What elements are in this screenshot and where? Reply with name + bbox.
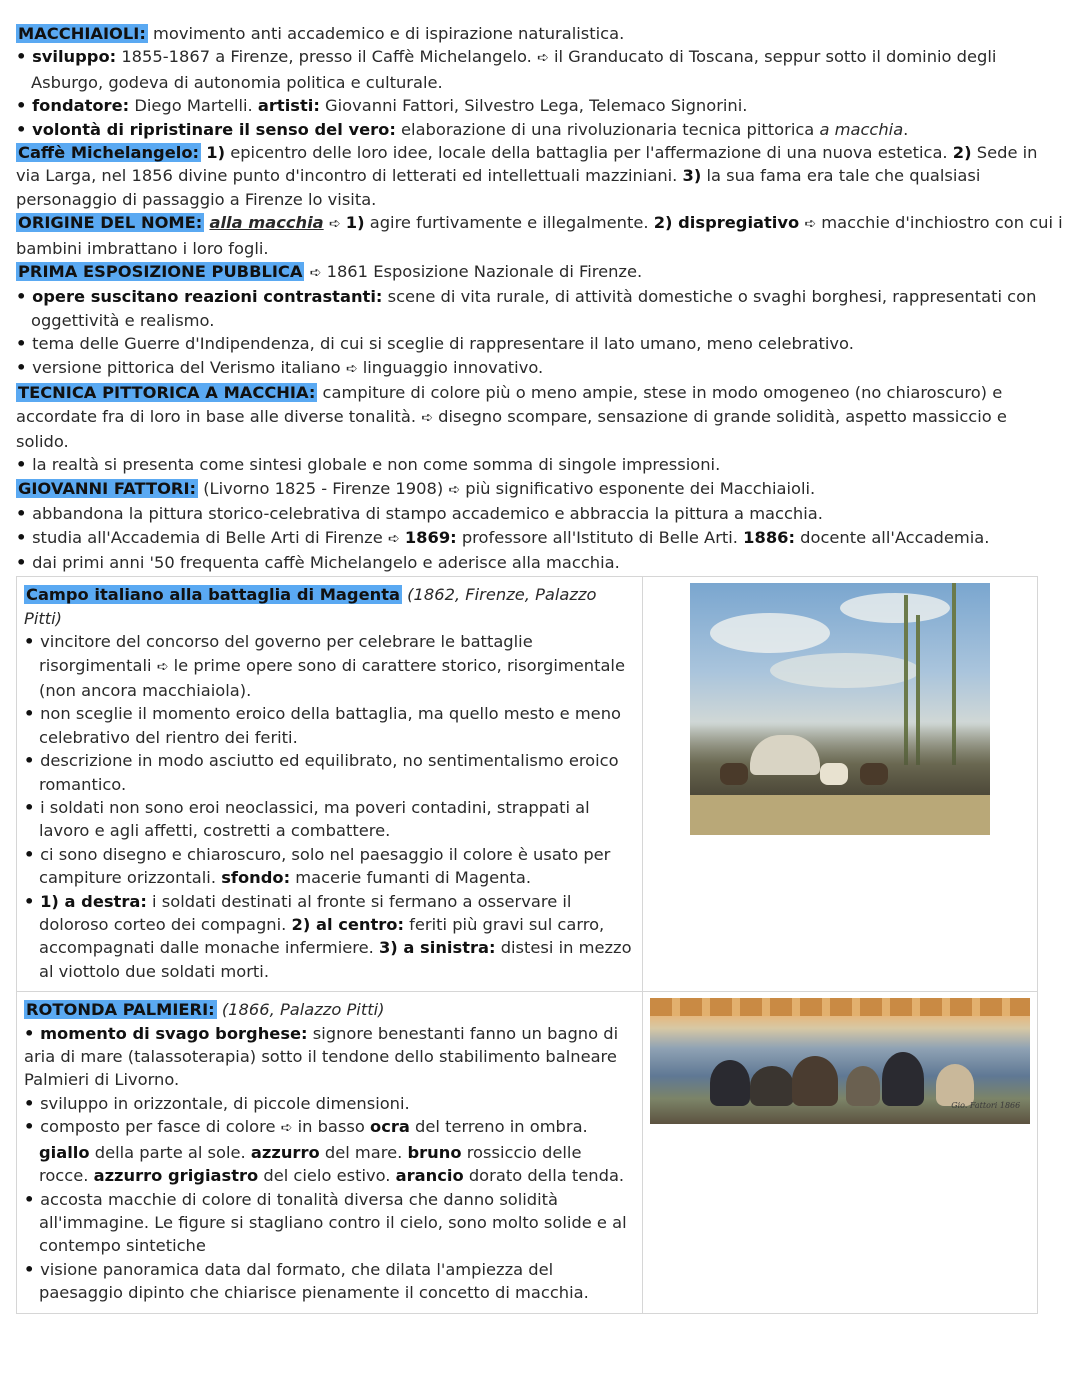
esposizione-bullet-1: • opere suscitano reazioni contrastanti: scene di vita rurale, di attività domestiche o svaghi borghesi, rappresentati con oggettività e realismo. — [16, 285, 1064, 332]
work-row-magenta — [17, 577, 1038, 992]
fondatore-bullet: • fondatore: Diego Martelli. artisti: Giovanni Fattori, Silvestro Lega, Telemaco Signorini. — [16, 94, 1064, 117]
volonta-bullet: • volontà di ripristinare il senso del vero: elaborazione di una rivoluzionaria tecnica pittorica a macchia. — [16, 118, 1064, 141]
works-table — [16, 576, 1038, 1313]
work-row-palmieri — [17, 992, 1038, 1313]
work-bullet: • descrizione in modo asciutto ed equilibrato, no sentimentalismo eroico romantico. — [24, 749, 634, 796]
caffe-title: Caffè Michelangelo: — [18, 143, 200, 163]
fattori-bullet-3: • dai primi anni '50 frequenta caffè Michelangelo e aderisce alla macchia. — [16, 551, 1064, 574]
arrow-icon: ➪ — [804, 216, 817, 233]
work-title: ROTONDA PALMIERI: — [26, 1000, 215, 1020]
fattori-section: GIOVANNI FATTORI: (Livorno 1825 - Firenze 1908) ➪ più significativo esponente dei Macchiaioli. — [18, 478, 816, 498]
sviluppo-bullet: • sviluppo: 1855-1867 a Firenze, presso il Caffè Michelangelo. ➪ il Granducato di Toscana, seppur sotto il dominio degli Asburgo, godeva di autonomia politica e culturale. — [16, 45, 1064, 94]
work-bullet: • composto per fasce di colore ➪ in basso ocra del terreno in ombra. giallo della parte al sole. azzurro del mare. bruno rossiccio delle rocce. azzurro grigiastro del cielo estivo. arancio dorato della tenda. — [24, 1115, 634, 1187]
work-meta: (1862, Firenze, Palazzo Pitti) — [24, 585, 597, 628]
fattori-bullet-1: • abbandona la pittura storico-celebrativa di stampo accademico e abbraccia la pittura a macchia. — [16, 502, 1064, 525]
fattori-title: GIOVANNI FATTORI: — [18, 478, 197, 498]
arrow-icon: ➪ — [309, 265, 322, 282]
esposizione-bullet-3: • versione pittorica del Verismo italiano ➪ linguaggio innovativo. — [16, 356, 1064, 381]
work-bullet: • i soldati non sono eroi neoclassici, ma poveri contadini, strappati al lavoro e agli affetti, costretti a combattere. — [24, 796, 634, 843]
arrow-icon: ➪ — [328, 216, 341, 233]
work-text-magenta — [17, 577, 643, 992]
arrow-icon: ➪ — [280, 1120, 293, 1137]
painting-palmieri-image — [650, 998, 1030, 1124]
work-bullet: • 1) a destra: i soldati destinati al fronte si fermano a osservare il doloroso corteo dei compagni. 2) al centro: feriti più gravi sul carro, accompagnati dalle monache infermiere. 3) a sinistra: distesi in mezzo al viottolo due soldati morti. — [24, 890, 634, 984]
arrow-icon: ➪ — [387, 530, 400, 547]
caffe-section: Caffè Michelangelo: 1) epicentro delle loro idee, locale della battaglia per l'affermazione di una nuova estetica. 2) Sede in via Larga, nel 1856 divine punto d'incontro di letterati ed intellettuali mazziniani. 3) la sua fama era tale che qualsiasi personaggio di passaggio a Firenze lo visita. — [16, 143, 1038, 209]
tecnica-title: TECNICA PITTORICA A MACCHIA: — [18, 383, 316, 403]
macchiaioli-title: MACCHIAIOLI: — [18, 24, 146, 43]
origine-title: ORIGINE DEL NOME: — [18, 213, 203, 233]
esposizione-section: PRIMA ESPOSIZIONE PUBBLICA ➪ 1861 Esposizione Nazionale di Firenze. — [18, 262, 643, 282]
work-text-palmieri — [17, 992, 643, 1313]
work-bullet: • visione panoramica data dal formato, che dilata l'ampiezza del paesaggio dipinto che chiarisce pienamente il concetto di macchia. — [24, 1258, 634, 1305]
work-meta: (1866, Palazzo Pitti) — [216, 1000, 385, 1020]
esposizione-title: PRIMA ESPOSIZIONE PUBBLICA — [18, 262, 303, 282]
arrow-icon: ➪ — [345, 360, 358, 377]
tecnica-section: TECNICA PITTORICA A MACCHIA: campiture di colore più o meno ampie, stese in modo omogeneo (no chiaroscuro) e accordate fra di loro in base alle diverse tonalità. ➪ disegno scompare, sensazione di grande solidità, aspetto massiccio e solido. — [16, 383, 1007, 451]
work-bullet: • ci sono disegno e chiaroscuro, solo nel paesaggio il colore è usato per campiture orizzontali. sfondo: macerie fumanti di Magenta. — [24, 843, 634, 890]
painting-signature: Gio. Fattori 1866 — [951, 1101, 1021, 1111]
work-bullet: • accosta macchie di colore di tonalità diversa che danno solidità all'immagine. Le figure si stagliano contro il cielo, sono molto solide e al contempo sintetiche — [24, 1188, 634, 1258]
work-bullet: • momento di svago borghese: signore benestanti fanno un bagno di aria di mare (talassoterapia) sotto il tendone dello stabilimento balneare Palmieri di Livorno. — [24, 1023, 619, 1090]
arrow-icon: ➪ — [537, 50, 549, 67]
work-bullet: • non sceglie il momento eroico della battaglia, ma quello mesto e meno celebrativo del rientro dei feriti. — [24, 702, 634, 749]
tecnica-bullet: • la realtà si presenta come sintesi globale e non come somma di singole impressioni. — [16, 453, 1064, 476]
origine-section: ORIGINE DEL NOME: alla macchia ➪ 1) agire furtivamente e illegalmente. 2) dispregiativo ➪ macchie d'inchiostro con cui i bambini imbrattano i loro fogli. — [16, 213, 1063, 258]
fattori-bullet-2: • studia all'Accademia di Belle Arti di Firenze ➪ 1869: professore all'Istituto di Belle Arti. 1886: docente all'Accademia. — [16, 526, 1064, 551]
painting-magenta-image — [690, 583, 990, 835]
work-bullet: • vincitore del concorso del governo per celebrare le battaglie risorgimentali ➪ le prime opere sono di carattere storico, risorgimentale (non ancora macchiaiola). — [24, 630, 634, 702]
work-image-cell — [643, 577, 1038, 992]
work-title: Campo italiano alla battaglia di Magenta — [26, 585, 400, 605]
macchiaioli-line: MACCHIAIOLI: movimento anti accademico e di ispirazione naturalistica. — [18, 24, 625, 43]
work-image-cell — [643, 992, 1038, 1313]
work-bullet: • sviluppo in orizzontale, di piccole dimensioni. — [24, 1092, 634, 1115]
arrow-icon: ➪ — [421, 409, 433, 426]
arrow-icon: ➪ — [156, 658, 169, 675]
arrow-icon: ➪ — [448, 481, 461, 498]
esposizione-bullet-2: • tema delle Guerre d'Indipendenza, di cui si sceglie di rappresentare il lato umano, meno celebrativo. — [16, 332, 1064, 355]
